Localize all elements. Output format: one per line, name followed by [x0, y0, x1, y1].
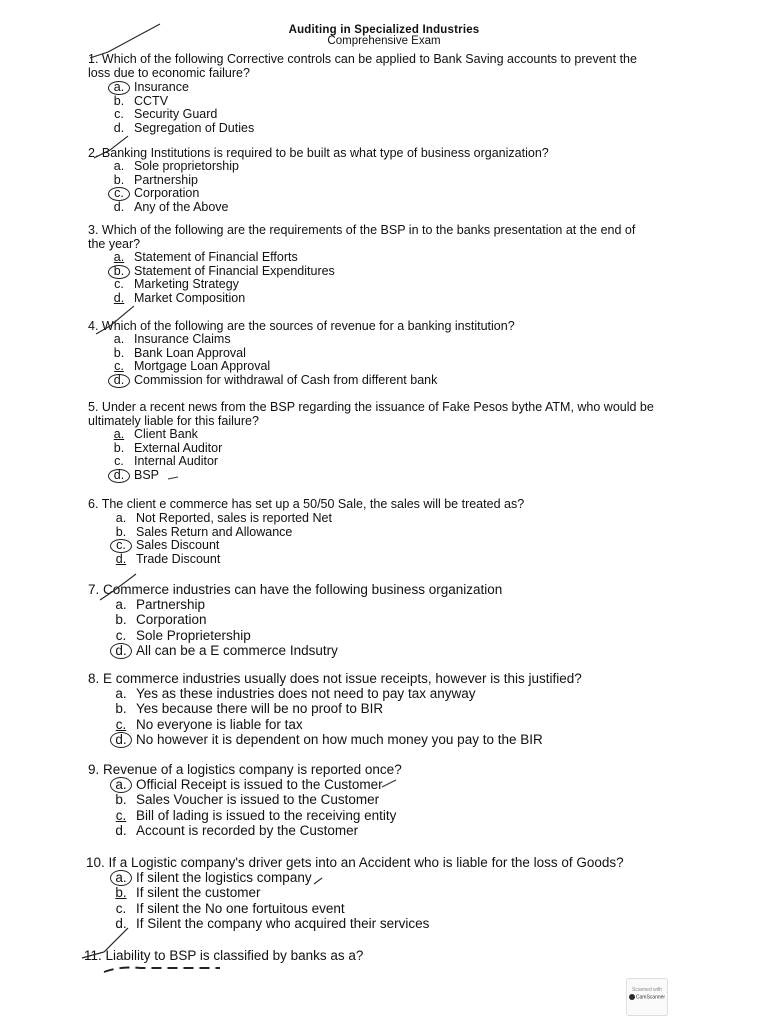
question-text: Liability to BSP is classified by banks as a?: [105, 948, 364, 963]
choice-text: Account is recorded by the Customer: [136, 823, 359, 839]
question-11: [84, 948, 644, 963]
choice-text: No everyone is liable for tax: [136, 716, 303, 732]
question-text: E commerce industries usually does not issue receipts, however is this justified?: [103, 671, 582, 686]
choice-a[interactable]: [112, 512, 648, 526]
choice-text: Partnership: [136, 597, 206, 612]
choice-letter: a.: [110, 870, 132, 886]
choice-text: Sole Proprietership: [136, 627, 251, 643]
choice-d[interactable]: [112, 732, 668, 747]
choice-b[interactable]: [112, 526, 648, 540]
choice-c[interactable]: [112, 901, 676, 916]
question-6: [88, 497, 648, 566]
choice-letter: b.: [113, 345, 125, 360]
choice-text: If Silent the company who acquired their services: [136, 916, 430, 932]
choice-letter: d.: [113, 290, 125, 305]
choice-text: If silent the customer: [136, 885, 261, 901]
watermark-caption: Scanned with: [631, 987, 663, 993]
choice-text: Corporation: [134, 186, 200, 201]
choice-letter: b.: [113, 93, 125, 108]
choice-letter: d.: [115, 551, 127, 566]
choice-text: Insurance: [134, 80, 189, 94]
choice-b[interactable]: [112, 792, 668, 807]
choice-letter: d.: [108, 469, 130, 483]
choice-letter: b.: [113, 440, 125, 455]
choice-c[interactable]: [112, 808, 668, 823]
choice-letter: b.: [113, 172, 125, 187]
choice-text: Not Reported, sales is reported Net: [136, 511, 332, 525]
choice-b[interactable]: [110, 442, 654, 456]
camscanner-logo-icon: [629, 994, 635, 1000]
choice-letter: c.: [114, 107, 124, 122]
choice-letter: a.: [113, 332, 125, 346]
choice-text: No however it is dependent on how much money you pay to the BIR: [136, 732, 543, 748]
choice-letter: c.: [114, 359, 124, 374]
choice-letter: d.: [110, 732, 132, 748]
choice-text: Any of the Above: [134, 199, 229, 214]
question-text: Which of the following are the sources of revenue for a banking institution?: [101, 319, 515, 333]
choice-text: Sole proprietorship: [134, 159, 239, 173]
question-10: [86, 855, 676, 932]
question-9: [88, 762, 668, 839]
choice-a[interactable]: [110, 251, 654, 265]
choice-text: Statement of Financial Expenditures: [134, 263, 335, 278]
question-4: [88, 319, 648, 387]
choice-d[interactable]: [110, 122, 648, 136]
question-text: Under a recent news from the BSP regarding the issuance of Fake Pesos bythe ATM, who would be ultimately liable for this failure?: [88, 400, 654, 428]
choice-list: [112, 870, 676, 932]
question-number: 3.: [88, 223, 99, 237]
question-number: 6.: [88, 497, 99, 511]
choice-text: All can be a E commerce Indsutry: [136, 643, 338, 659]
choice-letter: b.: [108, 265, 130, 279]
choice-letter: c.: [114, 454, 124, 469]
choice-letter: d.: [110, 643, 132, 659]
choice-letter: a.: [115, 686, 127, 701]
choice-b[interactable]: [110, 174, 648, 188]
exam-header: [0, 24, 768, 47]
choice-d[interactable]: [112, 643, 648, 658]
watermark-brand: CamScanner: [635, 994, 666, 1001]
question-8: [88, 671, 668, 748]
choice-b[interactable]: [110, 95, 648, 109]
choice-text: BSP: [134, 467, 160, 482]
choice-text: If silent the logistics company: [136, 870, 312, 885]
choice-b[interactable]: [112, 701, 668, 716]
choice-text: Sales Voucher is issued to the Customer: [136, 792, 380, 808]
choice-a[interactable]: [110, 81, 648, 95]
choice-list: [112, 777, 668, 839]
choice-d[interactable]: [110, 469, 654, 483]
choice-text: Marketing Strategy: [134, 277, 239, 292]
question-text: The client e commerce has set up a 50/50 Sale, the sales will be treated as?: [101, 497, 525, 511]
choice-c[interactable]: [110, 278, 654, 292]
question-text: Which of the following are the requirements of the BSP in to the banks presentation at the end of the year?: [88, 223, 636, 251]
choice-letter: d.: [115, 823, 127, 839]
choice-list: [112, 686, 668, 748]
choice-letter: b.: [115, 701, 127, 717]
choice-c[interactable]: [112, 717, 668, 732]
choice-d[interactable]: [110, 292, 654, 306]
question-number: 11.: [84, 948, 102, 963]
choice-c[interactable]: [110, 187, 648, 201]
choice-letter: a.: [110, 777, 132, 793]
choice-text: Market Composition: [134, 290, 246, 305]
choice-text: Segregation of Duties: [134, 120, 255, 135]
choice-b[interactable]: [110, 265, 654, 279]
question-text: Commerce industries can have the following business organization: [103, 582, 503, 597]
choice-text: Client Bank: [134, 427, 198, 441]
question-5: [88, 400, 654, 482]
choice-text: Official Receipt is issued to the Customer: [136, 777, 383, 792]
choice-letter: b.: [115, 524, 127, 539]
choice-d[interactable]: [112, 823, 668, 838]
choice-letter: a.: [113, 250, 125, 264]
choice-text: Statement of Financial Efforts: [134, 250, 298, 264]
choice-letter: b.: [115, 612, 127, 628]
choice-list: [110, 160, 648, 214]
choice-letter: c.: [115, 900, 127, 916]
question-number: 1.: [88, 52, 99, 66]
choice-d[interactable]: [112, 553, 648, 567]
choice-text: CCTV: [134, 93, 169, 108]
choice-letter: c.: [115, 627, 127, 643]
choice-letter: a.: [113, 427, 125, 441]
choice-a[interactable]: [110, 428, 654, 442]
choice-text: External Auditor: [134, 440, 223, 455]
choice-c[interactable]: [110, 360, 648, 374]
choice-text: Sales Discount: [136, 538, 220, 553]
question-2: [88, 146, 648, 214]
question-text: Banking Institutions is required to be built as what type of business organization?: [101, 146, 549, 160]
choice-letter: c.: [108, 187, 130, 201]
choice-text: Partnership: [134, 172, 198, 187]
choice-text: Internal Auditor: [134, 454, 219, 469]
choice-letter: c.: [114, 277, 124, 292]
question-text: If a Logistic company's driver gets into an Accident who is liable for the loss of Goods?: [108, 855, 624, 870]
exam-title: Auditing in Specialized Industries: [288, 24, 480, 36]
choice-c[interactable]: [110, 108, 648, 122]
choice-c[interactable]: [110, 455, 654, 469]
choice-letter: b.: [115, 885, 127, 901]
question-7: [88, 582, 648, 659]
question-number: 7.: [88, 582, 100, 597]
question-text: Revenue of a logistics company is reported once?: [103, 762, 402, 777]
choice-list: [110, 428, 654, 482]
choice-list: [112, 512, 648, 566]
choice-letter: a.: [113, 159, 125, 173]
choice-c[interactable]: [112, 539, 648, 553]
choice-a[interactable]: [110, 333, 648, 347]
question-number: 5.: [88, 400, 99, 414]
choice-text: Corporation: [136, 612, 207, 628]
choice-a[interactable]: [112, 777, 668, 792]
choice-letter: c.: [115, 807, 127, 823]
choice-text: Yes as these industries does not need to pay tax anyway: [136, 686, 476, 701]
choice-list: [112, 597, 648, 659]
question-number: 8.: [88, 671, 100, 686]
choice-letter: a.: [115, 597, 127, 612]
choice-letter: c.: [115, 716, 127, 732]
choice-text: Security Guard: [134, 107, 218, 122]
question-1: [88, 52, 648, 135]
choice-text: Bank Loan Approval: [134, 345, 246, 360]
choice-b[interactable]: [110, 347, 648, 361]
choice-d[interactable]: [110, 201, 648, 215]
choice-d[interactable]: [112, 916, 676, 931]
choice-text: Insurance Claims: [134, 332, 231, 346]
choice-a[interactable]: [112, 597, 648, 612]
choice-b[interactable]: [112, 612, 648, 627]
choice-letter: a.: [108, 81, 130, 95]
question-number: 2.: [88, 146, 99, 160]
choice-list: [110, 81, 648, 135]
choice-letter: b.: [115, 792, 127, 808]
choice-text: Trade Discount: [136, 551, 221, 566]
choice-letter: d.: [108, 374, 130, 388]
cut-off-choice: [104, 968, 220, 973]
choice-a[interactable]: [112, 686, 668, 701]
choice-letter: a.: [115, 511, 127, 525]
question-3: [88, 223, 654, 305]
question-number: 4.: [88, 319, 99, 333]
choice-letter: c.: [110, 539, 132, 553]
choice-text: Yes because there will be no proof to BIR: [136, 701, 384, 717]
choice-text: Commission for withdrawal of Cash from different bank: [134, 372, 438, 387]
choice-a[interactable]: [112, 870, 676, 885]
question-number: 9.: [88, 762, 100, 777]
scanner-watermark: [626, 978, 668, 1016]
choice-list: [110, 251, 654, 305]
choice-text: Sales Return and Allowance: [136, 524, 293, 539]
choice-text: Bill of lading is issued to the receiving entity: [136, 807, 397, 823]
question-number: 10.: [86, 855, 105, 870]
exam-subtitle: Comprehensive Exam: [327, 35, 441, 47]
choice-letter: d.: [113, 120, 125, 135]
choice-a[interactable]: [110, 160, 648, 174]
choice-letter: d.: [115, 916, 127, 932]
choice-list: [110, 333, 648, 387]
choice-d[interactable]: [110, 374, 648, 388]
question-text: Which of the following Corrective controls can be applied to Bank Saving accounts to prevent the loss due to economic failure?: [88, 52, 637, 80]
choice-text: If silent the No one fortuitous event: [136, 900, 345, 916]
choice-c[interactable]: [112, 628, 648, 643]
choice-b[interactable]: [112, 885, 676, 900]
choice-letter: d.: [113, 199, 125, 214]
choice-text: Mortgage Loan Approval: [134, 359, 271, 374]
